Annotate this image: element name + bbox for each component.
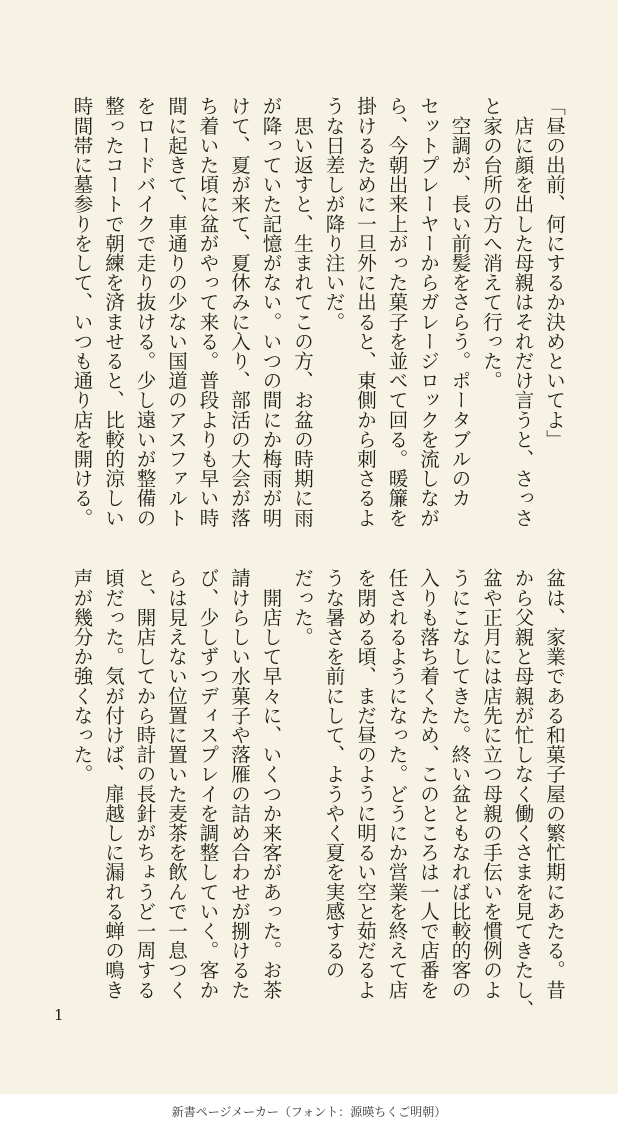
text-block-top [66, 96, 570, 526]
text-line: うな日差しが降り注いだ。 [322, 96, 346, 332]
page-number: 1 [54, 1006, 64, 1024]
text-line: び、少しずつディスプレイを調整していく。客か [196, 568, 220, 1000]
text-line: から父親と母親が忙しなく働くさまを見てきたし、 [511, 568, 535, 1019]
text-line: うな暑さを前にして、ようやく夏を実感するの [322, 568, 346, 980]
text-line: けて、夏が来て、夏休みに入り、部活の大会が落 [228, 96, 251, 528]
text-line: 間に起きて、車通りの少ない国道のアスファルト [165, 96, 188, 528]
text-line: だった。 [291, 568, 314, 647]
footer-caption: 新書ページメーカー（フォント：源暎ちくご明朝） [171, 1105, 447, 1119]
text-line: 「昼の出前、何にするか決めといてよ」 [543, 96, 566, 449]
text-line: らは見えない位置に置いた麦茶を飲んで一息つく [165, 568, 188, 1000]
text-line: ち着いた頃に盆がやって来る。普段よりも早い時 [196, 96, 220, 528]
text-block-bottom [66, 568, 570, 1019]
text-line: 声が幾分か強くなった。 [70, 568, 94, 784]
text-line: 空調が、長い前髪をさらう。ポータブルのカ [448, 96, 472, 508]
text-line: 店に顔を出した母親はそれだけ言うと、さっさ [511, 96, 535, 528]
text-line: 盆や正月には店先に立つ母親の手伝いを慣例のよ [480, 568, 503, 1000]
text-line: 掛けるために一旦外に出ると、東側から刺さるよ [354, 96, 377, 528]
text-line: 頃だった。気が付けば、扉越しに漏れる蝉の鳴き [102, 568, 125, 1000]
text-line: 盆は、家業である和菓子屋の繁忙期にあたる。昔 [543, 568, 566, 1000]
text-line: が降っていた記憶がない。いつの間にか梅雨が明 [259, 96, 283, 528]
text-line: 入りも落ち着くため、このところは一人で店番を [417, 568, 440, 1000]
text-line: を閉める頃、まだ昼のように明るい空と茹だるよ [354, 568, 377, 1000]
text-line: 思い返すと、生まれてこの方、お盆の時期に雨 [291, 96, 314, 528]
text-line: 開店して早々に、いくつか来客があった。お茶 [259, 568, 283, 1000]
text-line: と家の台所の方へ消えて行った。 [480, 96, 503, 390]
text-line: と、開店してから時計の長針がちょうど一周する [133, 568, 157, 1000]
text-line: 請けらしい水菓子や落雁の詰め合わせが捌けるた [228, 568, 251, 1000]
text-line: 時間帯に墓参りをして、いつも通り店を開ける。 [70, 96, 94, 528]
text-line: をロードバイクで走り抜ける。少し遠いが整備の [133, 96, 157, 528]
text-line: ら、今朝出来上がった菓子を並べて回る。暖簾を [385, 96, 409, 528]
text-line: セットプレーヤーからガレージロックを流しなが [417, 96, 440, 528]
text-line: うにこなしてきた。終い盆ともなれば比較的客の [448, 568, 472, 1000]
text-line: 任されるようになった。どうにか営業を終えて店 [385, 568, 409, 1000]
text-line: 整ったコートで朝練を済ませると、比較的涼しい [102, 96, 125, 528]
